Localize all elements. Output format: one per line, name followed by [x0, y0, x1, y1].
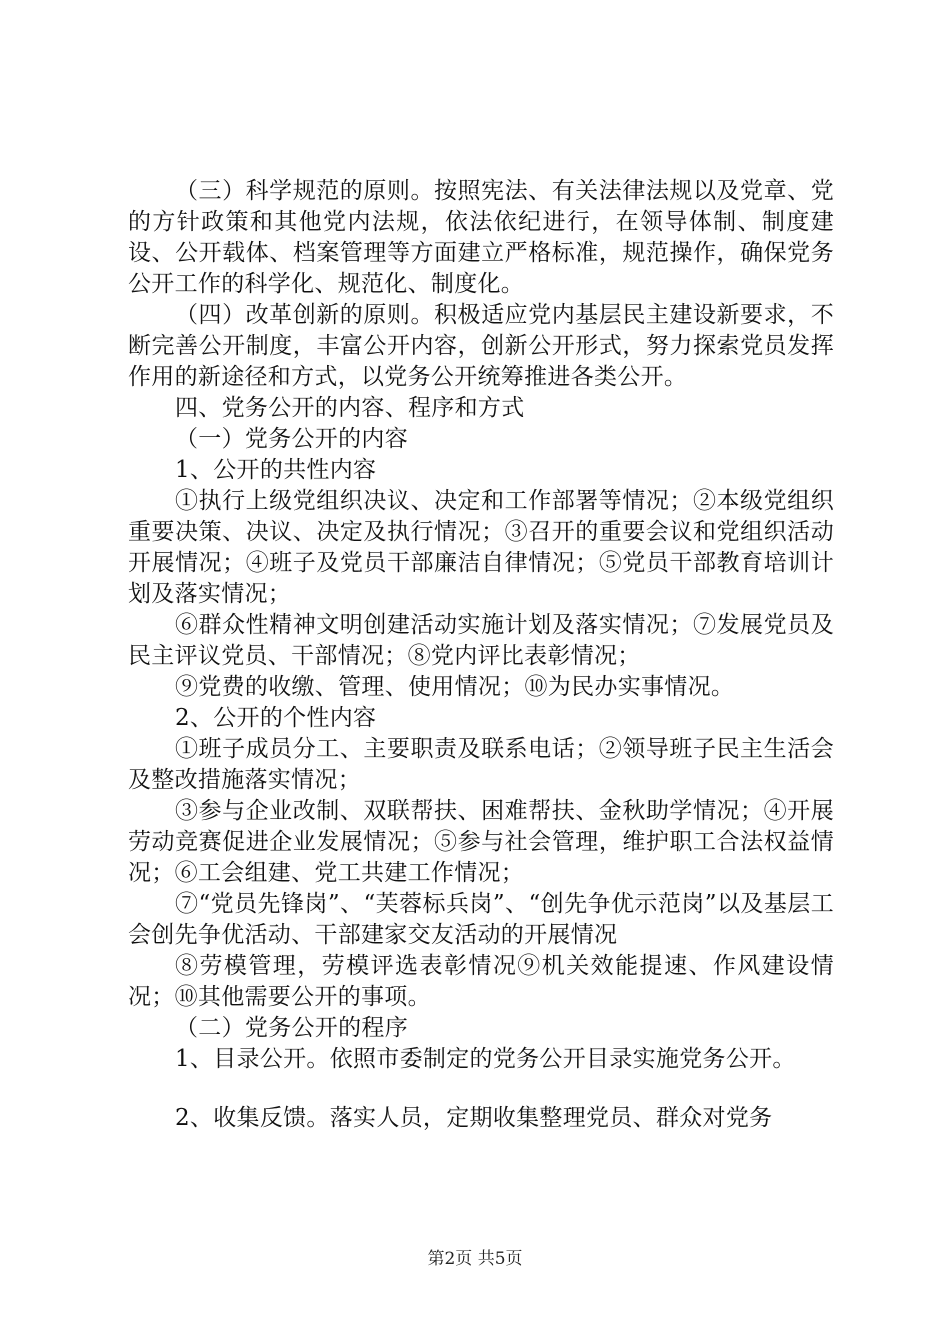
subsection-heading-2: （二）党务公开的程序 — [175, 1015, 408, 1041]
page-number-footer: 第2页 共5页 — [427, 1249, 523, 1269]
item-heading-specific: 2、公开的个性内容 — [175, 705, 377, 731]
paragraph-principle-3: （三）科学规范的原则。按照宪法、有关法律法规以及党章、党的方针政策和其他党内法规，依法依纪进行，在领导体制、制度建设、公开载体、档案管理等方面建立严格标准，规范操作，确保党务公开工作的科学化、规范化、制度化。 — [128, 178, 834, 297]
subsection-heading-1: （一）党务公开的内容 — [175, 426, 408, 452]
document-body — [128, 176, 834, 1134]
paragraph-common-3: ⑨党费的收缴、管理、使用情况；⑩为民办实事情况。 — [175, 674, 735, 700]
paragraph-specific-1: ①班子成员分工、主要职责及联系电话；②领导班子民主生活会及整改措施落实情况； — [128, 736, 834, 793]
paragraph-common-2: ⑥群众性精神文明创建活动实施计划及落实情况；⑦发展党员及民主评议党员、干部情况；⑧党内评比表彰情况； — [128, 612, 834, 669]
paragraph-procedure-1: 1、目录公开。依照市委制定的党务公开目录实施党务公开。 — [175, 1046, 796, 1072]
section-heading-4: 四、党务公开的内容、程序和方式 — [175, 395, 525, 421]
paragraph-principle-4: （四）改革创新的原则。积极适应党内基层民主建设新要求，不断完善公开制度，丰富公开内容，创新公开形式，努力探索党员发挥作用的新途径和方式，以党务公开统筹推进各类公开。 — [128, 302, 834, 390]
paragraph-specific-3: ⑦“党员先锋岗”、“芙蓉标兵岗”、“创先争优示范岗”以及基层工会创先争优活动、干部建家交友活动的开展情况 — [128, 891, 834, 948]
paragraph-common-1: ①执行上级党组织决议、决定和工作部署等情况；②本级党组织重要决策、决议、决定及执行情况；③召开的重要会议和党组织活动开展情况；④班子及党员干部廉洁自律情况；⑤党员干部教育培训计划及落实情况； — [128, 488, 834, 607]
paragraph-specific-2: ③参与企业改制、双联帮扶、困难帮扶、金秋助学情况；④开展劳动竞赛促进企业发展情况；⑤参与社会管理，维护职工合法权益情况；⑥工会组建、党工共建工作情况； — [128, 798, 834, 886]
paragraph-procedure-2: 2、收集反馈。落实人员，定期收集整理党员、群众对党务 — [175, 1105, 773, 1131]
item-heading-common: 1、公开的共性内容 — [175, 457, 377, 483]
paragraph-specific-4: ⑧劳模管理，劳模评选表彰情况⑨机关效能提速、作风建设情况；⑩其他需要公开的事项。 — [128, 953, 834, 1010]
